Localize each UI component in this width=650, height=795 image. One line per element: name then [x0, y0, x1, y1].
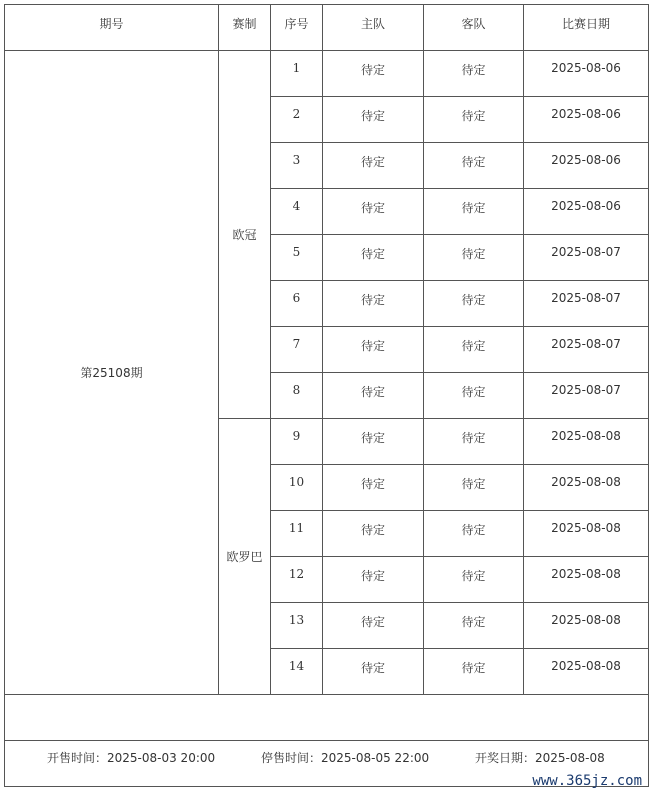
- date-cell: 2025-08-08: [524, 603, 649, 649]
- group-uel: 欧罗巴: [219, 419, 271, 695]
- home-cell: 待定: [323, 51, 424, 97]
- home-cell: 待定: [323, 143, 424, 189]
- site-watermark: www.365jz.com: [532, 773, 642, 789]
- date-cell: 2025-08-07: [524, 373, 649, 419]
- away-cell: 待定: [424, 97, 524, 143]
- date-cell: 2025-08-08: [524, 419, 649, 465]
- table-row: [5, 51, 649, 97]
- date-cell: 2025-08-07: [524, 235, 649, 281]
- header-seq: 序号: [271, 5, 323, 51]
- home-cell: 待定: [323, 465, 424, 511]
- date-cell: 2025-08-07: [524, 281, 649, 327]
- sale-stop-time: 停售时间：2025-08-05 22:00: [261, 751, 430, 765]
- date-cell: 2025-08-07: [524, 327, 649, 373]
- group-ucl: 欧冠: [219, 51, 271, 419]
- seq-cell: 11: [271, 511, 323, 557]
- away-cell: 待定: [424, 327, 524, 373]
- date-cell: 2025-08-08: [524, 511, 649, 557]
- away-cell: 待定: [424, 419, 524, 465]
- schedule-table: [4, 4, 649, 787]
- home-cell: 待定: [323, 97, 424, 143]
- header-date: 比赛日期: [524, 5, 649, 51]
- away-cell: 待定: [424, 281, 524, 327]
- draw-date: 开奖日期：2025-08-08: [475, 751, 605, 765]
- header-period: 期号: [5, 5, 219, 51]
- sale-start-time: 开售时间：2025-08-03 20:00: [47, 751, 216, 765]
- home-cell: 待定: [323, 235, 424, 281]
- seq-cell: 12: [271, 557, 323, 603]
- seq-cell: 7: [271, 327, 323, 373]
- away-cell: 待定: [424, 465, 524, 511]
- date-cell: 2025-08-06: [524, 97, 649, 143]
- away-cell: 待定: [424, 189, 524, 235]
- away-cell: 待定: [424, 143, 524, 189]
- seq-cell: 8: [271, 373, 323, 419]
- header-away: 客队: [424, 5, 524, 51]
- seq-cell: 3: [271, 143, 323, 189]
- seq-cell: 13: [271, 603, 323, 649]
- away-cell: 待定: [424, 51, 524, 97]
- home-cell: 待定: [323, 603, 424, 649]
- home-cell: 待定: [323, 281, 424, 327]
- home-cell: 待定: [323, 649, 424, 695]
- away-cell: 待定: [424, 603, 524, 649]
- seq-cell: 2: [271, 97, 323, 143]
- date-cell: 2025-08-08: [524, 649, 649, 695]
- away-cell: 待定: [424, 373, 524, 419]
- home-cell: 待定: [323, 419, 424, 465]
- seq-cell: 14: [271, 649, 323, 695]
- seq-cell: 4: [271, 189, 323, 235]
- home-cell: 待定: [323, 557, 424, 603]
- date-cell: 2025-08-06: [524, 143, 649, 189]
- away-cell: 待定: [424, 511, 524, 557]
- seq-cell: 9: [271, 419, 323, 465]
- seq-cell: 6: [271, 281, 323, 327]
- seq-cell: 5: [271, 235, 323, 281]
- date-cell: 2025-08-06: [524, 51, 649, 97]
- date-cell: 2025-08-08: [524, 465, 649, 511]
- away-cell: 待定: [424, 557, 524, 603]
- home-cell: 待定: [323, 327, 424, 373]
- home-cell: 待定: [323, 511, 424, 557]
- date-cell: 2025-08-06: [524, 189, 649, 235]
- date-cell: 2025-08-08: [524, 557, 649, 603]
- header-competition: 赛制: [219, 5, 271, 51]
- header-home: 主队: [323, 5, 424, 51]
- away-cell: 待定: [424, 649, 524, 695]
- period-cell: 第25108期: [5, 51, 219, 695]
- away-cell: 待定: [424, 235, 524, 281]
- header-row: [5, 5, 649, 51]
- home-cell: 待定: [323, 189, 424, 235]
- home-cell: 待定: [323, 373, 424, 419]
- seq-cell: 10: [271, 465, 323, 511]
- seq-cell: 1: [271, 51, 323, 97]
- spacer-cell: [5, 695, 649, 741]
- spacer-row: [5, 695, 649, 741]
